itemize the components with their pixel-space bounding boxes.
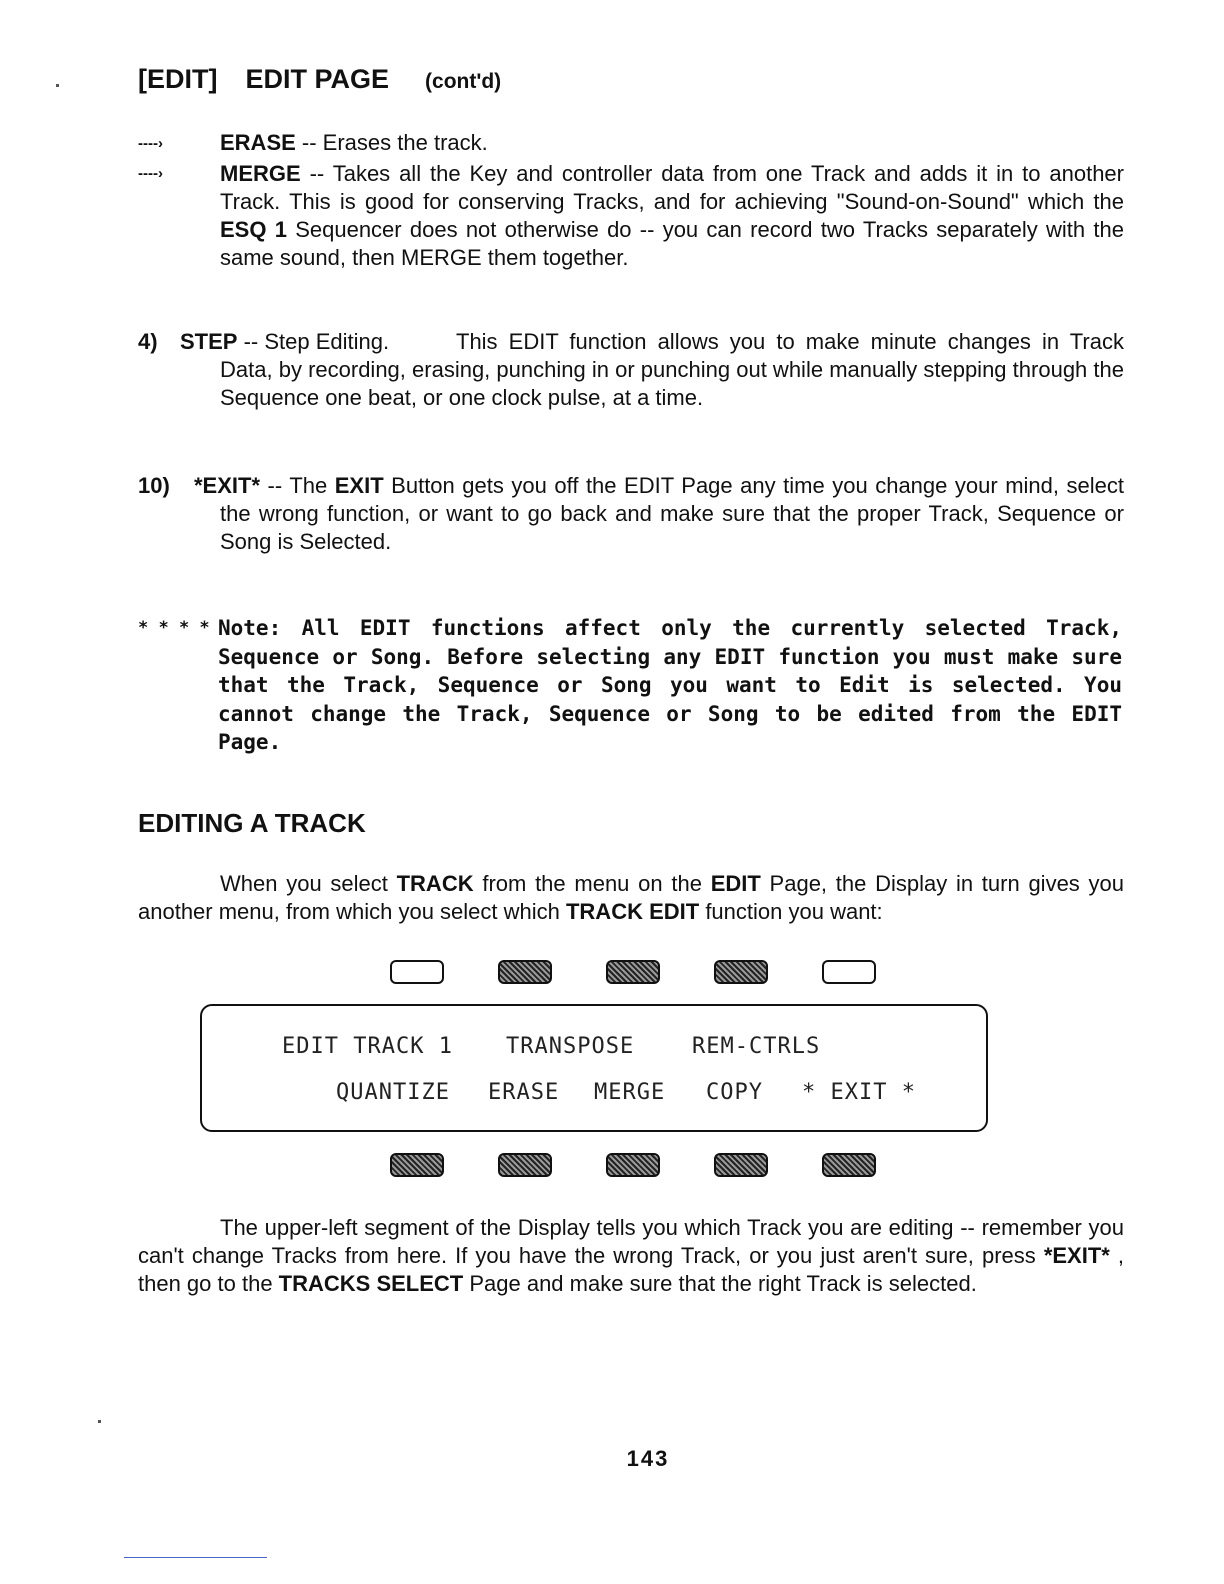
soft-button-bottom-1[interactable]	[390, 1153, 444, 1177]
page-number: 143	[626, 1446, 670, 1471]
merge-arrow: ----›	[138, 165, 163, 182]
note-text: Note: All EDIT functions affect only the currently selected Track, Sequence or Song. Before selecting any EDIT function you must make sure that the Track, Sequence or Song you want to Edit is selected. You cannot change the Track, Sequence or Song to be edited from the EDIT Page.	[218, 616, 1122, 754]
soft-button-bottom-2[interactable]	[498, 1153, 552, 1177]
erase-label: ERASE	[220, 130, 296, 155]
merge-entry	[220, 160, 1124, 272]
lcd-quantize: QUANTIZE	[336, 1080, 450, 1105]
step-dash: -- Step Editing.	[237, 329, 390, 354]
exit-entry: *EXIT* -- The EXIT Button gets you off the EDIT Page any time you change your mind, select the wrong function, or want to go back and make sure that the proper Track, Sequence or Song is Selected.	[194, 473, 1124, 554]
lcd-erase: ERASE	[488, 1080, 560, 1105]
step-text: This EDIT function allows you to make minute changes in Track Data, by recording, erasing, punching in or punching out while manually stepping through the Sequence one beat, or one clock pulse, at a time.	[220, 329, 1124, 410]
lcd-transpose: TRANSPOSE	[506, 1034, 635, 1059]
lcd-display	[200, 1004, 988, 1132]
soft-button-bottom-4[interactable]	[714, 1153, 768, 1177]
lcd-edit-track: EDIT TRACK 1	[282, 1034, 453, 1059]
page-header	[138, 64, 501, 95]
merge-esq: ESQ 1	[220, 217, 287, 242]
lcd-copy: COPY	[706, 1080, 763, 1105]
soft-button-bottom-5[interactable]	[822, 1153, 876, 1177]
section-title: EDITING A TRACK	[138, 808, 366, 838]
header-contd: (cont'd)	[425, 70, 502, 93]
exit-label: *EXIT*	[194, 473, 261, 498]
scan-rule	[124, 1557, 267, 1558]
header-title: EDIT PAGE	[245, 64, 390, 94]
merge-label: MERGE	[220, 161, 301, 186]
lcd-exit: * EXIT *	[802, 1080, 916, 1105]
header-bracket: [EDIT]	[138, 64, 218, 94]
lcd-rem-ctrls: REM-CTRLS	[692, 1034, 821, 1059]
soft-button-top-3[interactable]	[606, 960, 660, 984]
erase-arrow: ----›	[138, 135, 163, 152]
scan-speck	[98, 1420, 101, 1423]
intro-paragraph: When you select TRACK from the menu on the EDIT Page, the Display in turn gives you another menu, from which you select which TRACK EDIT function you want:	[138, 871, 1125, 924]
merge-text-2: Sequencer does not otherwise do -- you can record two Tracks separately with the same sound, then MERGE them together.	[220, 217, 1124, 270]
note-stars: * * * *	[138, 618, 210, 638]
step-label: STEP	[180, 329, 238, 354]
soft-button-top-4[interactable]	[714, 960, 768, 984]
step-number: 4)	[138, 329, 158, 354]
soft-button-top-2[interactable]	[498, 960, 552, 984]
erase-text: -- Erases the track.	[295, 130, 488, 155]
scan-speck	[56, 84, 59, 87]
erase-entry	[220, 129, 1124, 157]
soft-button-bottom-3[interactable]	[606, 1153, 660, 1177]
soft-button-top-5[interactable]	[822, 960, 876, 984]
exit-number: 10)	[138, 473, 170, 498]
merge-text-1: -- Takes all the Key and controller data from one Track and adds it in to another Track. This is good for conserving Tracks, and for achieving "Sound-on-Sound" which the	[220, 161, 1124, 214]
soft-button-top-1[interactable]	[390, 960, 444, 984]
lcd-merge: MERGE	[594, 1080, 666, 1105]
outro-paragraph: The upper-left segment of the Display tells you which Track you are editing -- remember you can't change Tracks from here. If you have the wrong Track, or you just aren't sure, press *EXIT* , then go to the TRACKS SELECT Page and make sure that the right Track is selected.	[138, 1215, 1125, 1296]
